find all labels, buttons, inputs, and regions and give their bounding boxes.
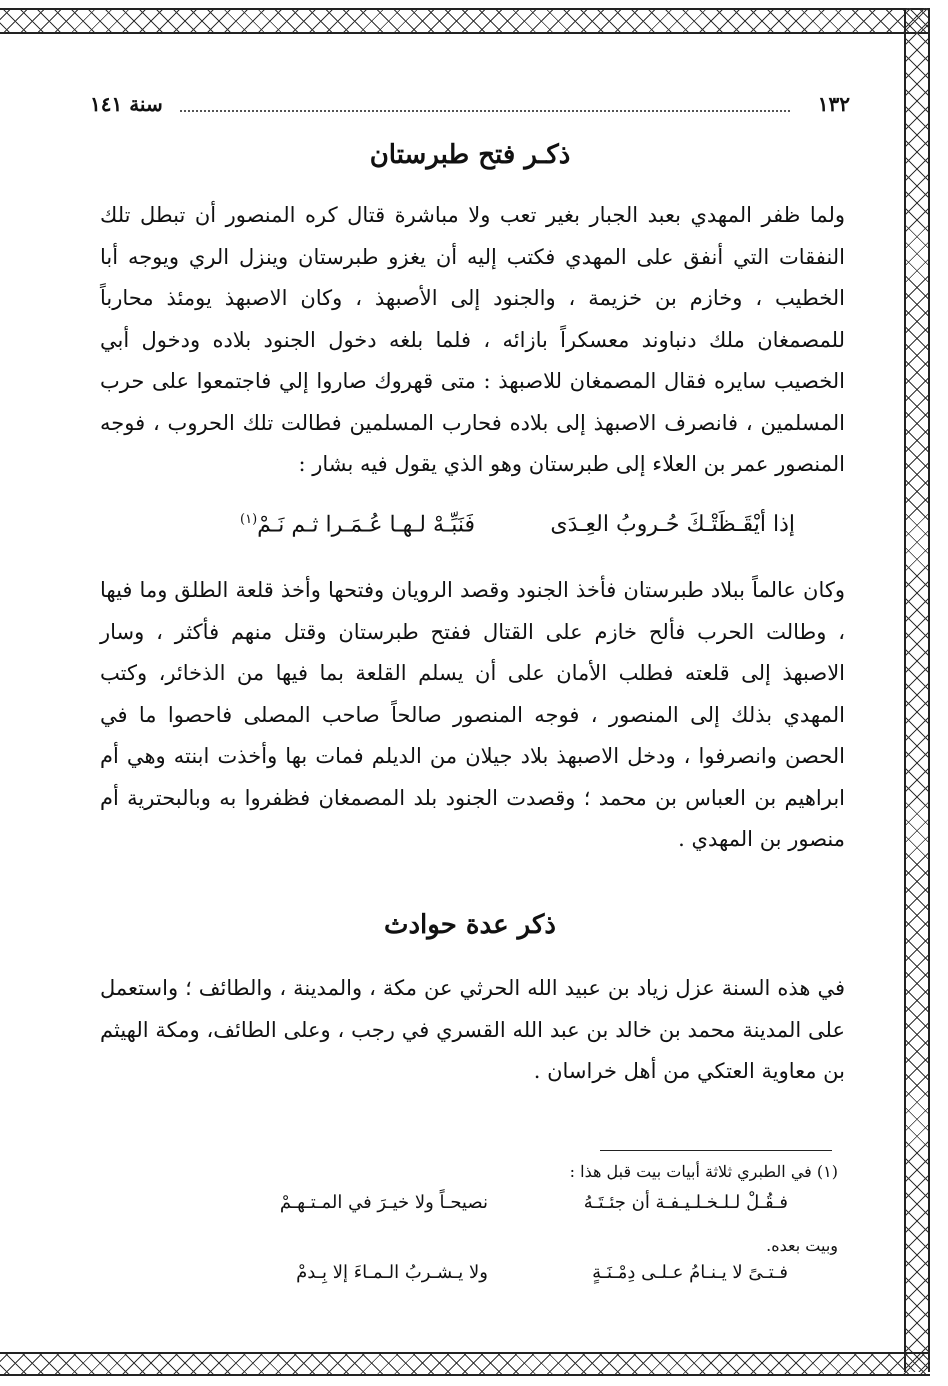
header-dotted-leader — [180, 110, 790, 112]
verse-hemistich-2-wrapper — [240, 512, 475, 537]
footnote-intro: (١) في الطبري ثلاثة أبيات بيت قبل هذا : — [569, 1162, 838, 1181]
section-title-events: ذكر عدة حوادث — [384, 910, 556, 940]
verse-hemistich-2: فَنَبِّـهْ لـهـا عُـمَـرا ثـم نَـمْ — [257, 512, 475, 538]
paragraph-aftermath: وكان عالماً ببلاد طبرستان فأخذ الجنود وقصد الرويان وفتحها وأخذ قلعة الطلق وما فيها ، وطالت الحرب فألح خازم على القتال ففتح طبرستان وقتل منهم فأكثر ، وسار الاصبهذ إلى قلعته فطلب الأمان على أن يسلم القلعة بما فيها من الذخائر، وكتب المهدي بذلك إلى المنصور ، فوجه المنصور صالحاً صاحب المصلى فاحصوا ما في الحصن وانصرفوا ، ودخل الاصبهذ بلاد جيلان من الديلم فمات بها وأخذت ابنته وهي أم ابراهيم بن العباس بن محمد ؛ وقصدت الجنود بلد المصمغان فظفروا به وبالبحترية أم منصور بن المهدي . — [100, 578, 845, 851]
running-header — [90, 92, 850, 122]
header-year: سنة ١٤١ — [90, 92, 163, 116]
footnote-verse1-h1: فـقُـلْ لـلـخـلـيـفـة أن جئـتَـهُ — [583, 1192, 788, 1213]
footnote-separator — [600, 1150, 832, 1151]
ornamental-border-bottom — [0, 1352, 930, 1376]
section-title-tabaristan: ذكـر فتح طبرستان — [369, 140, 571, 170]
footnote-verse2-h2: ولا يـشـربُ الـمـاءَ إلا بِـدمْ — [296, 1262, 488, 1283]
footnote-verse1-h2: نصيحـاً ولا خيـرَ في المـتـهـمْ — [279, 1192, 488, 1213]
verse-hemistich-1: إذا أيْقَـظَتْـكَ حُـروبُ العِـدَى — [550, 512, 795, 537]
footnote-mark: (١) — [240, 512, 258, 527]
paragraph-conquest: ولما ظفر المهدي بعبد الجبار بغير تعب ولا مباشرة قتال كره المنصور أن تبطل تلك النفقات التي أنفق على المهدي فكتب إليه أن يغزو طبرستان وينزل الري ويوجه أبا الخطيب ، وخازم بن خزيمة ، والجنود إلى الأصبهذ ، وكان الاصبهذ يومئذ محارباً للمصمغان ملك دنباوند معسكراً بازائه ، فلما بلغه دخول الجنود بلاده ودخول أبي الخصيب سايره فقال المصمغان للاصبهذ : متى قهروك صاروا إلي فاجتمعوا على حرب المسلمين ، فانصرف الاصبهذ إلى بلاده فحارب المسلمين فطالت تلك الحروب ، فوجه المنصور عمر بن العلاء إلى طبرستان وهو الذي يقول فيه بشار : — [100, 203, 846, 476]
page-number: ١٣٢ — [817, 92, 850, 116]
ornamental-border-top — [0, 8, 930, 34]
footnote-verse2-h1: فـتـىً لا يـنـامُ عـلـى دِمْـنَـةٍ — [592, 1262, 788, 1283]
paragraph-events: في هذه السنة عزل زياد بن عبيد الله الحرثي عن مكة ، والمدينة ، والطائف ؛ واستعمل على المدينة محمد بن خالد بن عبد الله القسري في رجب ، وعلى الطائف، ومكة الهيثم بن معاوية العتكي من أهل خراسان . — [100, 976, 845, 1083]
footnote-after: وبيت بعده. — [766, 1236, 838, 1255]
poem-verse — [100, 512, 845, 552]
ornamental-border-right — [904, 8, 930, 1372]
